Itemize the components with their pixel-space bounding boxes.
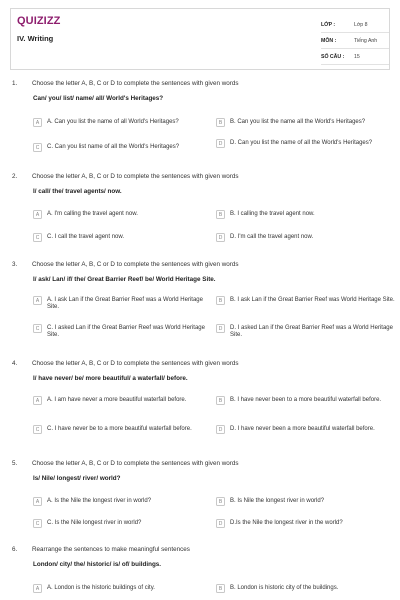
option-badge: A bbox=[33, 118, 42, 127]
question-prompt: I/ ask/ Lan/ if/ the/ Great Barrier Reef/ be/ World Heritage Site. bbox=[33, 276, 216, 283]
option-d[interactable] bbox=[216, 325, 396, 339]
option-c[interactable] bbox=[33, 325, 213, 339]
meta-value: Tiếng Anh bbox=[354, 37, 378, 44]
question-1 bbox=[12, 80, 392, 102]
option-text: B. London is historic city of the buildings. bbox=[230, 585, 339, 591]
option-badge: D bbox=[216, 324, 225, 333]
option-badge: C bbox=[33, 425, 42, 434]
question-number: 6. bbox=[12, 546, 18, 553]
option-badge: C bbox=[33, 324, 42, 333]
option-badge: A bbox=[33, 396, 42, 405]
option-b[interactable] bbox=[216, 397, 396, 405]
worksheet-header bbox=[10, 8, 390, 70]
option-text: A. Can you list the name of all World's Heritages? bbox=[47, 119, 179, 125]
question-2 bbox=[12, 173, 392, 195]
option-badge: C bbox=[33, 233, 42, 242]
question-number: 1. bbox=[12, 80, 18, 87]
option-text: C. Is the Nile longest river in world? bbox=[47, 520, 142, 526]
meta-value: 15 bbox=[354, 53, 360, 60]
meta-label: SỐ CÂU : bbox=[321, 53, 345, 60]
option-a[interactable] bbox=[33, 585, 213, 593]
option-badge: B bbox=[216, 497, 225, 506]
option-text: C. I call the travel agent now. bbox=[47, 234, 125, 240]
question-3 bbox=[12, 261, 392, 283]
option-text: A. I ask Lan if the Great Barrier Reef was a World Heritage Site. bbox=[47, 297, 203, 311]
option-text: D. I asked Lan if the Great Barrier Reef was a World Heritage Site. bbox=[230, 325, 393, 339]
question-instruction: Choose the letter A, B, C or D to complete the sentences with given words bbox=[32, 173, 239, 180]
option-text: C. I asked Lan if the Great Barrier Reef was World Heritage Site. bbox=[47, 325, 205, 339]
option-a[interactable] bbox=[33, 119, 213, 127]
option-badge: B bbox=[216, 296, 225, 305]
question-instruction: Choose the letter A, B, C or D to complete the sentences with given words bbox=[32, 460, 239, 467]
option-text: A. Is the Nile the longest river in world? bbox=[47, 498, 152, 504]
option-badge: C bbox=[33, 143, 42, 152]
meta-value: Lớp 8 bbox=[354, 21, 368, 28]
question-5 bbox=[12, 460, 392, 482]
option-text: B. I ask Lan if the Great Barrier Reef was World Heritage Site. bbox=[230, 297, 395, 303]
option-text: B. I calling the travel agent now. bbox=[230, 211, 315, 217]
question-instruction: Choose the letter A, B, C or D to complete the sentences with given words bbox=[32, 360, 239, 367]
question-prompt: London/ city/ the/ historic/ is/ of/ buildings. bbox=[33, 561, 162, 568]
option-c[interactable] bbox=[33, 234, 213, 242]
option-badge: B bbox=[216, 118, 225, 127]
option-a[interactable] bbox=[33, 397, 213, 405]
question-instruction: Choose the letter A, B, C or D to complete the sentences with given words bbox=[32, 80, 239, 87]
option-text: D.Is the Nile the longest river in the world? bbox=[230, 520, 343, 526]
option-b[interactable] bbox=[216, 297, 396, 305]
option-d[interactable] bbox=[216, 520, 396, 528]
option-text: C. I have never be to a more beautiful waterfall before. bbox=[47, 426, 192, 432]
option-badge: C bbox=[33, 519, 42, 528]
option-a[interactable] bbox=[33, 211, 213, 219]
question-instruction: Rearrange the sentences to make meaningful sentences bbox=[32, 546, 190, 553]
option-c[interactable] bbox=[33, 144, 213, 152]
option-badge: D bbox=[216, 233, 225, 242]
option-badge: A bbox=[33, 584, 42, 593]
option-badge: A bbox=[33, 497, 42, 506]
option-text: C. Can you list name of all the World's Heritages? bbox=[47, 144, 180, 150]
option-badge: A bbox=[33, 210, 42, 219]
option-b[interactable] bbox=[216, 498, 396, 506]
question-number: 5. bbox=[12, 460, 18, 467]
quizizz-logo: QUIZIZZ bbox=[17, 15, 61, 27]
option-c[interactable] bbox=[33, 520, 213, 528]
section-title: IV. Writing bbox=[17, 34, 54, 43]
option-text: B. I have never been to a more beautiful waterfall before. bbox=[230, 397, 382, 403]
meta-row-subject bbox=[321, 33, 389, 49]
question-number: 3. bbox=[12, 261, 18, 268]
option-d[interactable] bbox=[216, 426, 396, 434]
option-badge: D bbox=[216, 139, 225, 148]
option-d[interactable] bbox=[216, 140, 396, 148]
option-a[interactable] bbox=[33, 498, 213, 506]
option-badge: B bbox=[216, 396, 225, 405]
option-badge: D bbox=[216, 519, 225, 528]
option-text: D. I'm call the travel agent now. bbox=[230, 234, 314, 240]
option-badge: A bbox=[33, 296, 42, 305]
question-6 bbox=[12, 546, 392, 568]
question-number: 2. bbox=[12, 173, 18, 180]
option-d[interactable] bbox=[216, 234, 396, 242]
option-text: B. Can you list the name all the World's Heritages? bbox=[230, 119, 366, 125]
meta-row-class bbox=[321, 17, 389, 33]
option-text: D. Can you list the name of all the World's Heritages? bbox=[230, 140, 373, 146]
option-b[interactable] bbox=[216, 119, 396, 127]
question-prompt: I/ call/ the/ travel agents/ now. bbox=[33, 188, 122, 195]
meta-label: LỚP : bbox=[321, 21, 336, 28]
option-text: D. I have never been a more beautiful waterfall before. bbox=[230, 426, 375, 432]
option-text: A. I am have never a more beautiful waterfall before. bbox=[47, 397, 187, 403]
worksheet-meta bbox=[321, 17, 389, 65]
option-badge: B bbox=[216, 584, 225, 593]
option-a[interactable] bbox=[33, 297, 213, 311]
option-text: A. London is the historic buildings of city. bbox=[47, 585, 155, 591]
option-text: B. Is Nile the longest river in world? bbox=[230, 498, 325, 504]
question-prompt: I/ have never/ be/ more beautiful/ a waterfall/ before. bbox=[33, 375, 188, 382]
option-badge: D bbox=[216, 425, 225, 434]
question-number: 4. bbox=[12, 360, 18, 367]
meta-label: MÔN : bbox=[321, 37, 337, 44]
meta-row-count bbox=[321, 49, 389, 65]
question-instruction: Choose the letter A, B, C or D to complete the sentences with given words bbox=[32, 261, 239, 268]
option-b[interactable] bbox=[216, 211, 396, 219]
option-badge: B bbox=[216, 210, 225, 219]
question-4 bbox=[12, 360, 392, 382]
option-text: A. I'm calling the travel agent now. bbox=[47, 211, 138, 217]
question-prompt: Can/ you/ list/ name/ all/ World's Heritages? bbox=[33, 95, 164, 102]
option-c[interactable] bbox=[33, 426, 213, 434]
option-b[interactable] bbox=[216, 585, 396, 593]
question-prompt: Is/ Nile/ longest/ river/ world? bbox=[33, 475, 121, 482]
